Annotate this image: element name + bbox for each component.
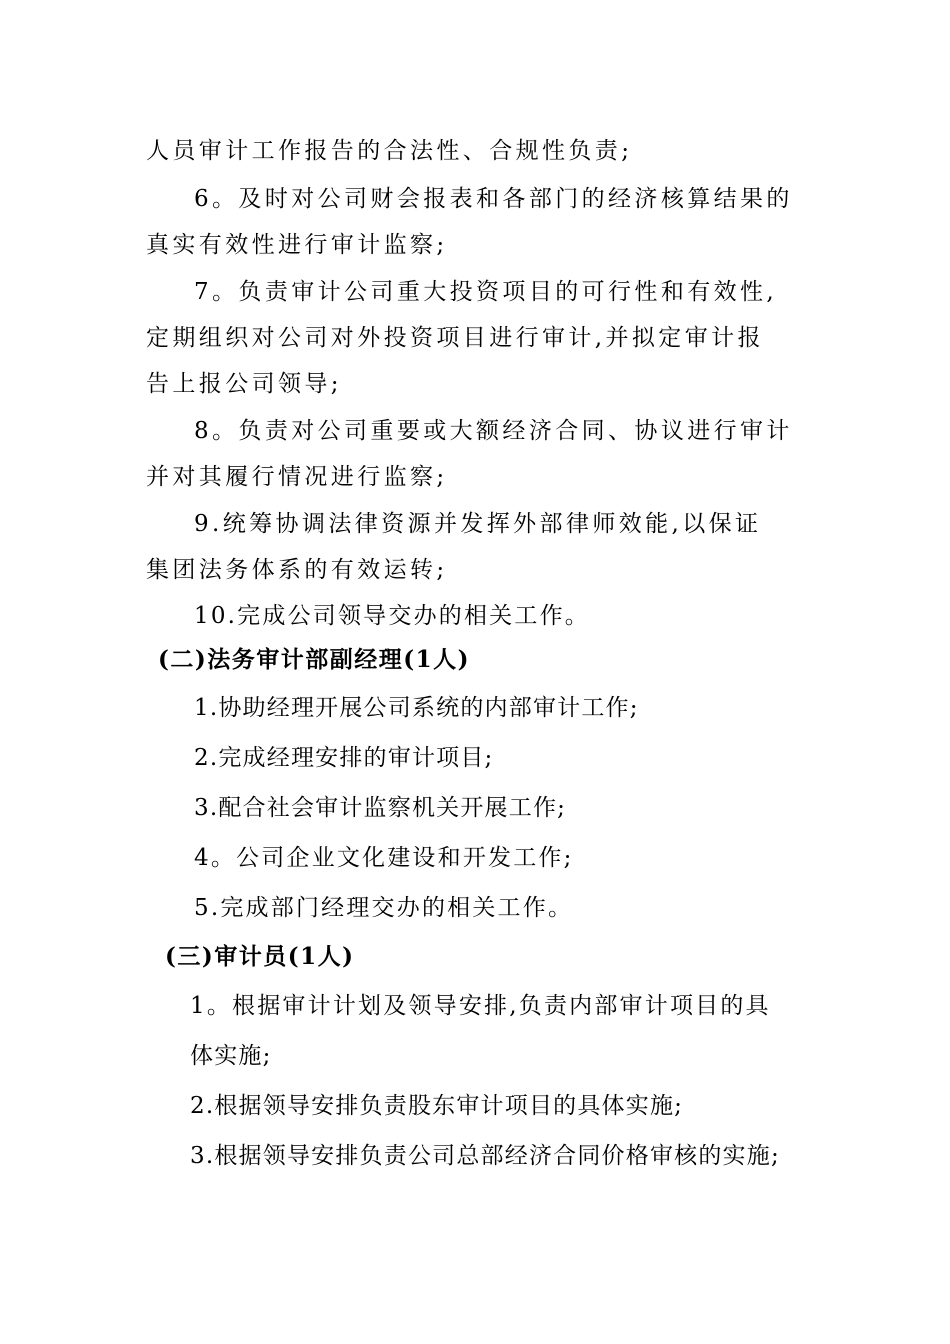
list-item: 2.根据领导安排负责股东审计项目的具体实施; xyxy=(190,1093,684,1119)
list-item: 1.协助经理开展公司系统的内部审计工作; xyxy=(194,695,639,721)
list-item: 2.完成经理安排的审计项目; xyxy=(194,745,494,771)
list-item: 5.完成部门经理交办的相关工作。 xyxy=(194,895,574,921)
list-item: 1。根据审计计划及领导安排,负责内部审计项目的具 xyxy=(190,993,771,1019)
list-item-10: 10.完成公司领导交办的相关工作。 xyxy=(194,603,590,629)
list-item: 4。公司企业文化建设和开发工作; xyxy=(194,845,574,871)
list-item-continuation: 体实施; xyxy=(190,1043,272,1069)
list-item-9-continuation: 集团法务体系的有效运转; xyxy=(146,557,448,583)
list-item-7-continuation: 告上报公司领导; xyxy=(146,371,342,397)
list-item-6-continuation: 真实有效性进行审计监察; xyxy=(146,232,448,258)
list-item-8: 8。负责对公司重要或大额经济合同、协议进行审计 xyxy=(194,418,793,444)
list-item: 3.根据领导安排负责公司总部经济合同价格审核的实施; xyxy=(190,1143,780,1169)
list-item-7: 7。负责审计公司重大投资项目的可行性和有效性, xyxy=(194,279,778,305)
paragraph-line: 人员审计工作报告的合法性、合规性负责; xyxy=(146,138,633,164)
list-item-7-continuation: 定期组织对公司对外投资项目进行审计,并拟定审计报 xyxy=(146,325,764,351)
list-item-6: 6。及时对公司财会报表和各部门的经济核算结果的 xyxy=(194,186,793,212)
section-heading-deputy-manager: (二)法务审计部副经理(1人) xyxy=(158,646,471,673)
section-heading-auditor: (三)审计员(1人) xyxy=(165,943,355,970)
list-item-8-continuation: 并对其履行情况进行监察; xyxy=(146,464,448,490)
list-item-9: 9.统筹协调法律资源并发挥外部律师效能,以保证 xyxy=(194,511,762,537)
list-item: 3.配合社会审计监察机关开展工作; xyxy=(194,795,567,821)
